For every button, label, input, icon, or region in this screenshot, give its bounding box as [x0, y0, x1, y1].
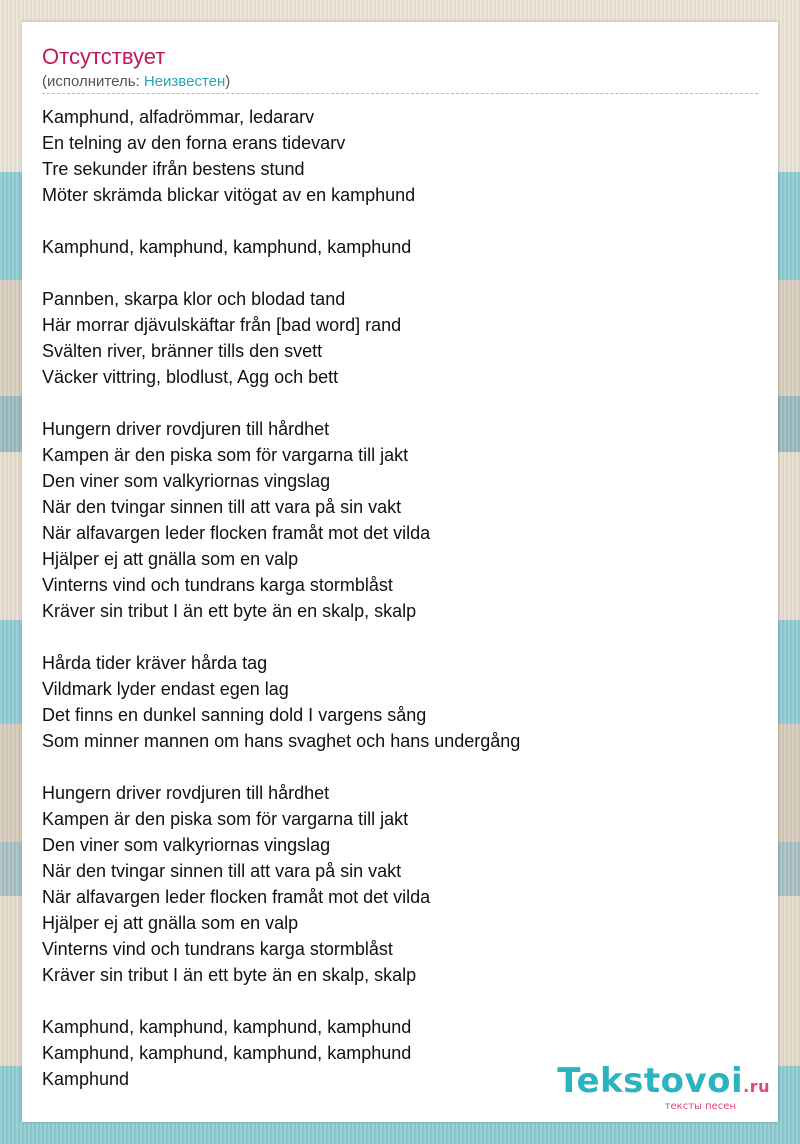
lyric-line: Tre sekunder ifrån bestens stund	[42, 159, 305, 179]
lyric-line: Kamphund, kamphund, kamphund, kamphund	[42, 1017, 412, 1037]
lyric-line: När den tvingar sinnen till att vara på sin vakt	[42, 861, 402, 881]
lyric-line: Hårda tider kräver hårda tag	[42, 653, 268, 673]
stanza-break	[42, 754, 758, 780]
lyric-line: Hungern driver rovdjuren till hårdhet	[42, 783, 330, 803]
lyric-line: När alfavargen leder flocken framåt mot det vilda	[42, 887, 431, 907]
lyrics-sheet	[22, 22, 778, 1122]
lyric-line: Här morrar djävulskäftar från [bad word] rand	[42, 315, 402, 335]
logo-tld: .ru	[743, 1077, 770, 1096]
lyric-line: Kamphund, kamphund, kamphund, kamphund	[42, 237, 412, 257]
lyric-line: Kamphund	[42, 1069, 130, 1089]
lyric-line: Hjälper ej att gnälla som en valp	[42, 913, 299, 933]
site-logo[interactable]	[557, 1063, 770, 1112]
logo-wordmark	[557, 1063, 770, 1105]
lyric-line: Kamphund, alfadrömmar, ledararv	[42, 107, 315, 127]
lyric-line: Kampen är den piska som för vargarna till jakt	[42, 809, 409, 829]
artist-suffix: )	[225, 73, 231, 90]
lyric-line: Hjälper ej att gnälla som en valp	[42, 549, 299, 569]
lyric-line: Vinterns vind och tundrans karga stormblåst	[42, 939, 393, 959]
lyric-line: En telning av den forna erans tidevarv	[42, 133, 346, 153]
lyric-line: Det finns en dunkel sanning dold I vargens sång	[42, 705, 427, 725]
lyric-line: När den tvingar sinnen till att vara på sin vakt	[42, 497, 402, 517]
lyric-line: Hungern driver rovdjuren till hårdhet	[42, 419, 330, 439]
lyric-line: När alfavargen leder flocken framåt mot det vilda	[42, 523, 431, 543]
stanza-break	[42, 390, 758, 416]
lyric-line: Kamphund, kamphund, kamphund, kamphund	[42, 1043, 412, 1063]
logo-name: Tekstovoi	[557, 1061, 744, 1101]
lyric-line: Pannben, skarpa klor och blodad tand	[42, 289, 346, 309]
lyric-line: Kräver sin tribut I än ett byte än en skalp, skalp	[42, 601, 417, 621]
song-title: Отсутствует	[42, 44, 166, 69]
lyric-line: Vildmark lyder endast egen lag	[42, 679, 289, 699]
lyric-line: Den viner som valkyriornas vingslag	[42, 471, 331, 491]
lyric-line: Vinterns vind och tundrans karga stormblåst	[42, 575, 393, 595]
lyric-line: Som minner mannen om hans svaghet och hans undergång	[42, 731, 521, 751]
lyric-line: Möter skrämda blickar vitögat av en kamphund	[42, 185, 416, 205]
header-divider	[42, 93, 758, 94]
artist-line	[42, 73, 230, 91]
lyric-line: Kräver sin tribut I än ett byte än en skalp, skalp	[42, 965, 417, 985]
lyrics-body	[42, 104, 758, 1092]
stanza-break	[42, 208, 758, 234]
stanza-break	[42, 988, 758, 1014]
artist-prefix: (исполнитель:	[42, 73, 144, 90]
lyric-line: Kampen är den piska som för vargarna till jakt	[42, 445, 409, 465]
lyric-line: Den viner som valkyriornas vingslag	[42, 835, 331, 855]
logo-tagline: тексты песен	[664, 1101, 736, 1112]
stanza-break	[42, 624, 758, 650]
lyric-line: Väcker vittring, blodlust, Agg och bett	[42, 367, 339, 387]
stanza-break	[42, 260, 758, 286]
artist-link[interactable]: Неизвестен	[143, 73, 226, 90]
lyric-line: Svälten river, bränner tills den svett	[42, 341, 323, 361]
